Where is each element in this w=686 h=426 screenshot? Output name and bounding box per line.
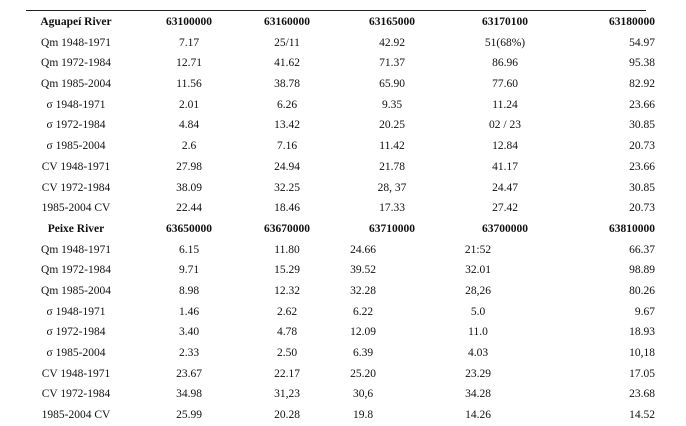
table-cell: 7.16	[276, 140, 298, 153]
row-label: σ 1985-2004	[46, 140, 106, 153]
table-cell: 12.09	[350, 326, 376, 339]
table-cell: 3.40	[178, 326, 200, 339]
table-cell: 4.78	[276, 326, 298, 339]
table-cell: 54.97	[629, 36, 655, 49]
table-cell: 34.28	[465, 388, 491, 401]
table-cell: 41.17	[492, 160, 518, 173]
row-label: Qm 1948-1971	[41, 36, 111, 49]
table-cell: 25.99	[176, 409, 202, 422]
table-cell: 27.98	[176, 160, 202, 173]
table-cell: 5.0	[470, 305, 486, 318]
row-label: CV 1972-1984	[41, 388, 111, 401]
table-cell: 21:52	[464, 243, 492, 256]
table-cell: 9.71	[178, 264, 200, 277]
table-cell: 82.92	[629, 78, 655, 91]
table-cell: 51(68%)	[484, 36, 526, 49]
row-label: CV 1948-1971	[41, 367, 111, 380]
row-label: Qm 1985-2004	[41, 78, 111, 91]
table-row	[0, 240, 686, 261]
table-cell: 2.6	[181, 140, 197, 153]
table-cell: 11.42	[379, 140, 405, 153]
table-cell: 12.84	[492, 140, 518, 153]
row-label: Qm 1948-1971	[41, 243, 111, 256]
table-cell: 9.35	[381, 98, 403, 111]
table-row	[0, 302, 686, 323]
discharge-statistics-table	[0, 12, 686, 426]
table-cell: 4.84	[178, 119, 200, 132]
table-row	[0, 178, 686, 199]
table-row	[0, 33, 686, 54]
table-cell: 14.52	[629, 409, 655, 422]
table-cell: 42.92	[379, 36, 405, 49]
row-label: σ 1972-1984	[46, 119, 106, 132]
table-row	[0, 115, 686, 136]
table-cell: 39.52	[350, 264, 376, 277]
table-cell: 12.71	[176, 57, 202, 70]
table-cell: 25/11	[274, 36, 300, 49]
table-cell: 24.47	[492, 181, 518, 194]
table-cell: 7.17	[178, 36, 200, 49]
station-code: 63710000	[369, 222, 415, 235]
station-code: 63650000	[166, 222, 212, 235]
table-cell: 18.93	[629, 326, 655, 339]
table-cell: 95.38	[629, 57, 655, 70]
table-cell: 11.56	[176, 78, 202, 91]
table-cell: 98.89	[629, 264, 655, 277]
station-code: 63810000	[609, 222, 655, 235]
table-cell: 6.15	[178, 243, 200, 256]
table-row	[0, 260, 686, 281]
table-cell: 27.42	[492, 202, 518, 215]
table-cell: 20.25	[379, 119, 405, 132]
table-cell: 30.85	[629, 181, 655, 194]
row-label: Qm 1972-1984	[41, 264, 111, 277]
table-cell: 38.09	[176, 181, 202, 194]
table-cell: 23.66	[629, 98, 655, 111]
table-cell: 19.8	[352, 409, 374, 422]
table-row	[0, 364, 686, 385]
table-cell: 10,18	[629, 347, 655, 359]
table-cell: 23.29	[465, 367, 491, 380]
table-cell: 11.0	[468, 326, 488, 339]
station-code: 63160000	[264, 16, 310, 28]
table-cell: 71.37	[379, 57, 405, 70]
table-cell: 6.26	[276, 98, 298, 111]
river-name: Aguapeí River	[40, 16, 112, 28]
table-cell: 11.80	[274, 243, 300, 256]
table-row	[0, 198, 686, 219]
table-row	[0, 384, 686, 405]
river-name: Peixe River	[47, 222, 105, 235]
table-cell: 23.66	[629, 160, 655, 173]
station-code: 63165000	[369, 16, 415, 28]
table-cell: 32.25	[274, 181, 300, 194]
table-cell: 8.98	[178, 284, 200, 297]
table-cell: 13.42	[274, 119, 300, 132]
station-code: 63180000	[609, 16, 655, 28]
table-cell: 02 / 23	[489, 119, 521, 132]
table-cell: 30.85	[629, 119, 655, 132]
table-row	[0, 136, 686, 157]
table-cell: 30,6	[352, 388, 374, 401]
table-cell: 32.01	[465, 264, 491, 277]
row-label: 1985-2004 CV	[41, 409, 111, 422]
table-cell: 80.26	[629, 284, 655, 297]
table-cell: 4.03	[467, 347, 489, 359]
table-cell: 20.73	[629, 140, 655, 153]
table-cell: 66.37	[629, 243, 655, 256]
table-cell: 21.78	[379, 160, 405, 173]
table-row	[0, 281, 686, 302]
table-cell: 15.29	[274, 264, 300, 277]
table-cell: 34.98	[176, 388, 202, 401]
table-cell: 9.67	[634, 305, 655, 318]
table-cell: 86.96	[492, 57, 518, 70]
station-code: 63100000	[166, 16, 212, 28]
table-cell: 24.94	[274, 160, 300, 173]
row-label: σ 1948-1971	[46, 98, 106, 111]
table-cell: 18.46	[274, 202, 300, 215]
table-row	[0, 74, 686, 95]
table-cell: 1.46	[178, 305, 200, 318]
station-code: 63170100	[482, 16, 528, 28]
table-cell: 28, 37	[377, 181, 407, 194]
table-cell: 65.90	[379, 78, 405, 91]
table-cell: 22.17	[274, 367, 300, 380]
table-cell: 22.44	[176, 202, 202, 215]
table-row	[0, 53, 686, 74]
row-label: Qm 1972-1984	[41, 57, 111, 70]
table-cell: 14.26	[465, 409, 491, 422]
table-cell: 2.62	[276, 305, 298, 318]
table-cell: 28,26	[465, 284, 491, 297]
table-header-peixe	[0, 219, 686, 240]
table-row	[0, 343, 686, 364]
table-cell: 77.60	[492, 78, 518, 91]
table-cell: 2.33	[178, 347, 200, 359]
row-label: CV 1948-1971	[41, 160, 111, 173]
row-label: Qm 1985-2004	[41, 284, 111, 297]
table-cell: 23.67	[176, 367, 202, 380]
table-cell: 25.20	[350, 367, 376, 380]
table-cell: 41.62	[274, 57, 300, 70]
table-row	[0, 157, 686, 178]
table-cell: 2.01	[178, 98, 200, 111]
table-cell: 11.24	[492, 98, 518, 111]
table-cell: 24.66	[350, 243, 376, 256]
row-label: CV 1972-1984	[41, 181, 111, 194]
table-cell: 6.39	[352, 347, 374, 359]
table-cell: 32.28	[350, 284, 376, 297]
row-label: 1985-2004 CV	[41, 202, 111, 215]
table-cell: 2.50	[276, 347, 298, 359]
table-cell: 31,23	[274, 388, 300, 401]
table-cell: 6.22	[352, 305, 374, 318]
table-header-aguapei	[0, 12, 686, 33]
table-top-rule	[26, 10, 646, 11]
table-cell: 20.73	[629, 202, 655, 215]
station-code: 63670000	[264, 222, 310, 235]
station-code: 63700000	[482, 222, 528, 235]
row-label: σ 1948-1971	[46, 305, 106, 318]
table-cell: 38.78	[274, 78, 300, 91]
row-label: σ 1972-1984	[46, 326, 106, 339]
table-cell: 20.28	[274, 409, 300, 422]
table-cell: 23.68	[629, 388, 655, 401]
row-label: σ 1985-2004	[46, 347, 106, 359]
table-cell: 12.32	[274, 284, 300, 297]
table-cell: 17.05	[629, 367, 655, 380]
table-row	[0, 405, 686, 426]
table-cell: 17.33	[379, 202, 405, 215]
table-row	[0, 95, 686, 116]
table-row	[0, 322, 686, 343]
